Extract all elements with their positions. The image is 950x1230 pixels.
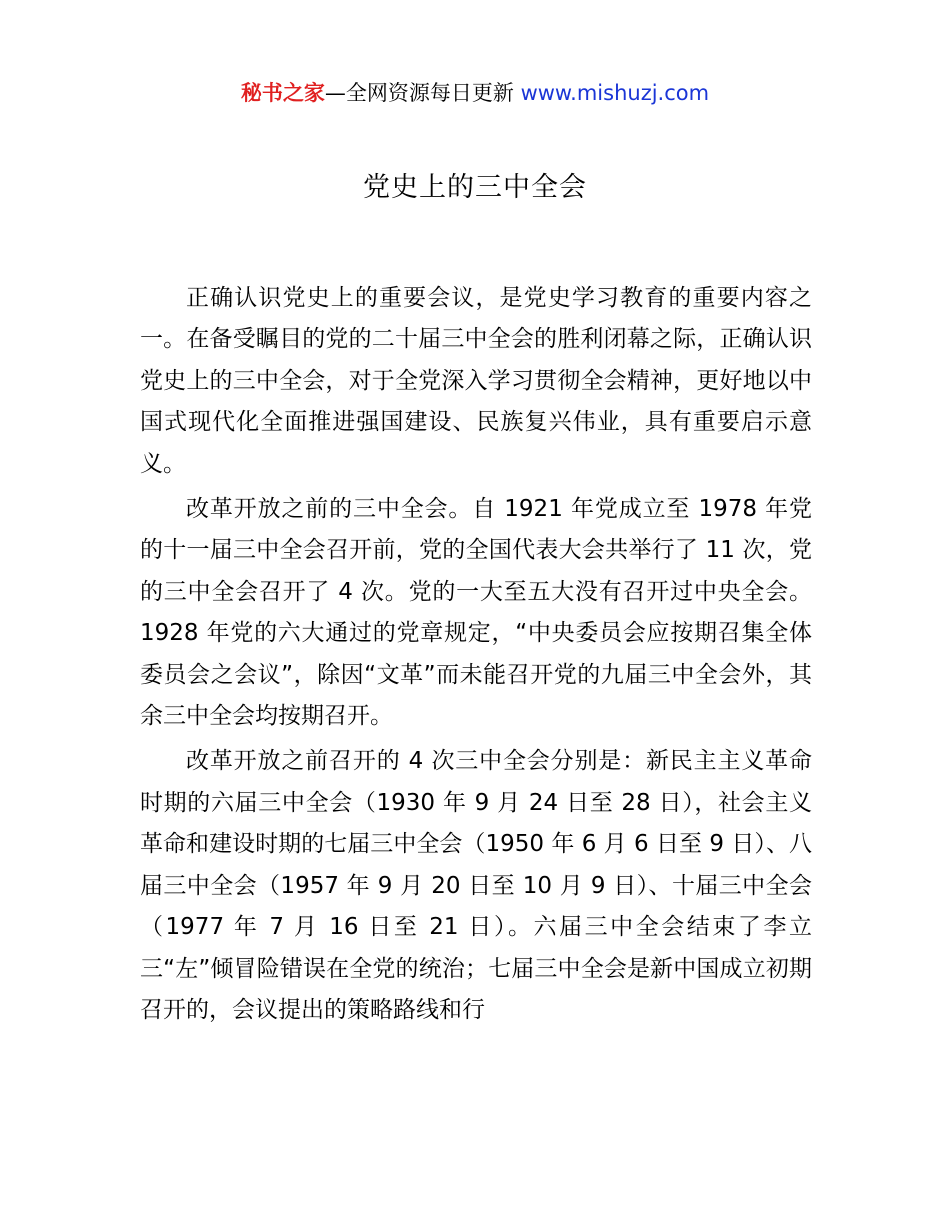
- document-body: [140, 278, 812, 1035]
- site-url-link[interactable]: www.mishuzj.com: [520, 81, 710, 105]
- paragraph-2: 改革开放之前的三中全会。自 1921 年党成立至 1978 年党的十一届三中全会召开前，党的全国代表大会共举行了 11 次，党的三中全会召开了 4 次。党的一大至五大没有召开过中央全会。1928 年党的六大通过的党章规定，“中央委员会应按期召集全体委员会之会议”，除因“文革”而未能召开党的九届三中全会外，其余三中全会均按期召开。: [140, 496, 812, 730]
- site-brand: 秘书之家: [240, 81, 325, 105]
- document-title: 党史上的三中全会: [363, 172, 587, 203]
- site-slogan: —全网资源每日更新: [324, 81, 514, 105]
- paragraph-1: 正确认识党史上的重要会议，是党史学习教育的重要内容之一。在备受瞩目的党的二十届三中全会的胜利闭幕之际，正确认识党史上的三中全会，对于全党深入学习贯彻全会精神，更好地以中国式现代化全面推进强国建设、民族复兴伟业，具有重要启示意义。: [140, 285, 812, 477]
- site-header: [0, 78, 950, 108]
- paragraph-3: 改革开放之前召开的 4 次三中全会分别是：新民主主义革命时期的六届三中全会（1930 年 9 月 24 日至 28 日），社会主义革命和建设时期的七届三中全会（1950 年 6 月 6 日至 9 日）、八届三中全会（1957 年 9 月 20 日至 10 月 9 日）、十届三中全会（1977 年 7 月 16 日至 21 日）。六届三中全会结束了李立三“左”倾冒险错误在全党的统治；七届三中全会是新中国成立初期召开的，会议提出的策略路线和行: [140, 748, 812, 1023]
